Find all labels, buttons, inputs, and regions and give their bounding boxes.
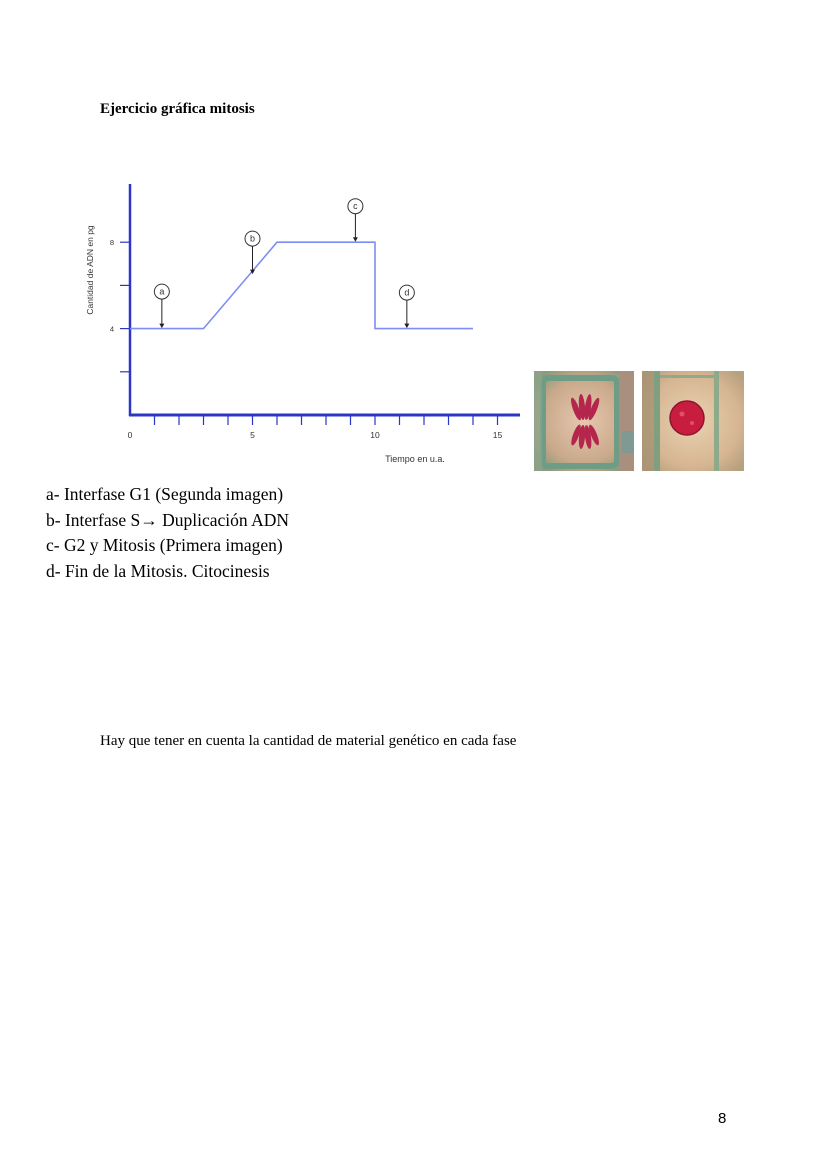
y-axis-label: Cantidad de ADN en pg <box>85 225 95 315</box>
annotation-d <box>399 285 414 328</box>
legend-item: a- Interfase G1 (Segunda imagen) <box>46 484 284 504</box>
annotation-label: a <box>159 286 165 297</box>
cell-interphase-image <box>642 371 744 471</box>
chart-axes <box>129 184 520 416</box>
annotation-label: c <box>353 201 358 212</box>
dna-amount-line <box>130 242 473 328</box>
x-tick-label: 0 <box>127 430 133 440</box>
legend-item: c- G2 y Mitosis (Primera imagen) <box>46 535 283 555</box>
x-tick-label: 5 <box>250 430 255 440</box>
note-text: Hay que tener en cuenta la cantidad de material genético en cada fase <box>100 733 517 749</box>
legend-item: d- Fin de la Mitosis. Citocinesis <box>46 560 270 581</box>
annotation-label: d <box>404 287 410 298</box>
annotation-label: b <box>249 233 256 244</box>
annotation-arrow-head <box>404 324 409 329</box>
annotation-arrow-head <box>353 237 358 242</box>
y-tick-label: 4 <box>109 324 114 334</box>
y-tick-label: 8 <box>109 238 114 248</box>
annotation-a <box>154 284 169 328</box>
mitosis-dna-chart <box>70 178 540 478</box>
annotation-c <box>348 199 363 242</box>
chart-ticks <box>110 238 503 440</box>
x-tick-label: 15 <box>492 430 503 440</box>
legend-item: b- Interfase S→ Duplicación ADN <box>46 509 289 530</box>
annotation-b <box>245 231 260 274</box>
annotation-arrow-head <box>159 324 164 329</box>
page-title: Ejercicio gráfica mitosis <box>100 101 255 117</box>
x-tick-label: 10 <box>370 430 380 440</box>
phase-legend <box>46 482 289 584</box>
x-axis-label: Tiempo en u.a. <box>385 454 445 464</box>
page-number: 8 <box>718 1110 727 1127</box>
chart-series <box>130 242 473 328</box>
cell-mitosis-image <box>534 371 634 471</box>
